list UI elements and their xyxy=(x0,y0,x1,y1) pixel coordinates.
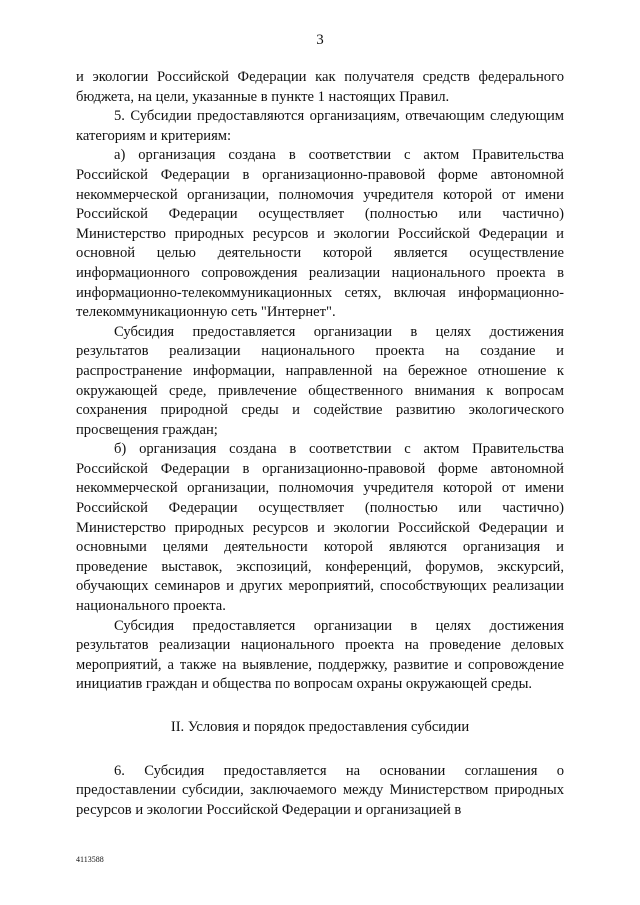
page-number: 3 xyxy=(316,32,324,48)
paragraph-subsidy-a: Субсидия предоставляется организации в целях достижения результатов реализации национального проекта на создание и распространение информации, направленной на бережное отношение к окружающей среде, привлечение общественного внимания к вопросам сохранения природной среды и содействие развитию экологического просвещения граждан; xyxy=(76,323,564,438)
document-code: 4113588 xyxy=(76,855,104,864)
section-heading: II. Условия и порядок предоставления субсидии xyxy=(170,719,470,735)
paragraph-item-5b: б) организация создана в соответствии с актом Правительства Российской Федерации в организационно-правовой форме автономной некоммерческой организации, полномочия учредителя которой от имени Российской Федерации осуществляет (полностью или частично) Министерство природных ресурсов и экологии Российской Федерации и основными целями деятельности которой являются организация и проведение выставок, экспозиций, конференций, форумов, экскурсий, обучающих семинаров и других мероприятий, способствующих реализации национального проекта. xyxy=(76,441,564,615)
paragraph-item-6: 6. Субсидия предоставляется на основании соглашения о предоставлении субсидии, заключаемого между Министерством природных ресурсов и экологии Российской Федерации и организацией в xyxy=(76,762,564,818)
paragraph-continuation: и экологии Российской Федерации как получателя средств федерального бюджета, на цели, указанные в пункте 1 настоящих Правил. xyxy=(76,69,564,105)
paragraph-item-5: 5. Субсидии предоставляются организациям, отвечающим следующим категориям и критериям: xyxy=(76,108,564,144)
paragraph-subsidy-b: Субсидия предоставляется организации в целях достижения результатов реализации национального проекта на проведение деловых мероприятий, а также на выявление, поддержку, развитие и сопровождение инициатив граждан и общества по вопросам охраны окружающей среды. xyxy=(76,617,564,693)
paragraph-item-5a: а) организация создана в соответствии с актом Правительства Российской Федерации в организационно-правовой форме автономной некоммерческой организации, полномочия учредителя которой от имени Российской Федерации осуществляет (полностью или частично) Министерство природных ресурсов и экологии Российской Федерации и основной целью деятельности которой является осуществление информационного сопровождения реализации национального проекта в информационно-телекоммуникационных сетях, включая информационно-телекоммуникационную сеть "Интернет". xyxy=(76,147,564,321)
document-body xyxy=(76,68,564,820)
